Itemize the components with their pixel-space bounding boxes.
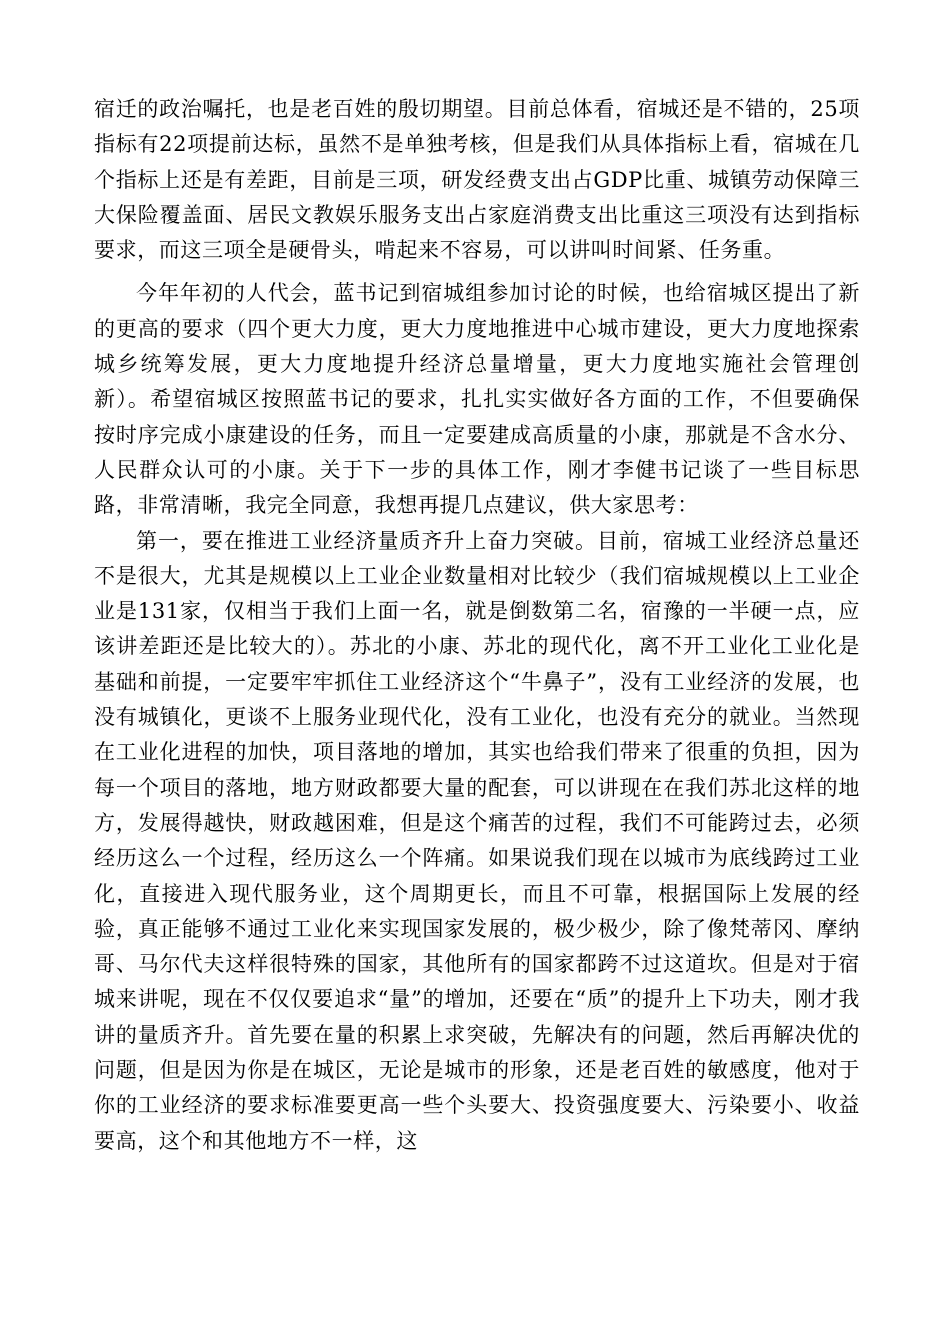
paragraph-industrial-economy: 第一，要在推进工业经济量质齐升上奋力突破。目前，宿城工业经济总量还不是很大，尤其是规模以上工业企业数量相对比较少（我们宿城规模以上工业企业是131家，仅相当于我们上面一名，就是倒数第二名，宿豫的一半硬一点，应该讲差距还是比较大的）。苏北的小康、苏北的现代化，离不开工业化工业化是基础和前提，一定要牢牢抓住工业经济这个“牛鼻子”，没有工业经济的发展，也没有城镇化，更谈不上服务业现代化，没有工业化，也没有充分的就业。当然现在工业化进程的加快，项目落地的增加，其实也给我们带来了很重的负担，因为每一个项目的落地，地方财政都要大量的配套，可以讲现在在我们苏北这样的地方，发展得越快，财政越困难，但是这个痛苦的过程，我们不可能跨过去，必须经历这么一个过程，经历这么一个阵痛。如果说我们现在以城市为底线跨过工业化，直接进入现代服务业，这个周期更长，而且不可靠，根据国际上发展的经验，真正能够不通过工业化来实现国家发展的，极少极少，除了像梵蒂冈、摩纳哥、马尔代夫这样很特殊的国家，其他所有的国家都跨不过这道坎。但是对于宿城来讲呢，现在不仅仅要追求“量”的增加，还要在“质”的提升上下功夫，刚才我讲的量质齐升。首先要在量的积累上求突破，先解决有的问题，然后再解决优的问题，但是因为你是在城区，无论是城市的形象，还是老百姓的敏感度，他对于你的工业经济的要求标准要更高一些个头要大、投资强度要大、污染要小、收益要高，这个和其他地方不一样，这 xyxy=(94,528,860,1153)
paragraph-continued: 宿迁的政治嘱托，也是老百姓的殷切期望。目前总体看，宿城还是不错的，25项指标有22项提前达标，虽然不是单独考核，但是我们从具体指标上看，宿城在几个指标上还是有差距，目前是三项，研发经费支出占GDP比重、城镇劳动保障三大保险覆盖面、居民文教娱乐服务支出占家庭消费支出比重这三项没有达到指标要求，而这三项全是硬骨头，啃起来不容易，可以讲叫时间紧、任务重。 xyxy=(94,97,860,263)
document-body xyxy=(94,92,860,1159)
paragraph-people-congress: 今年年初的人代会，蓝书记到宿城组参加讨论的时候，也给宿城区提出了新的更高的要求（四个更大力度，更大力度地推进中心城市建设，更大力度地探索城乡统筹发展，更大力度地提升经济总量增量，更大力度地实施社会管理创新）。希望宿城区按照蓝书记的要求，扎扎实实做好各方面的工作，不但要确保按时序完成小康建设的任务，而且一定要建成高质量的小康，那就是不含水分、人民群众认可的小康。关于下一步的具体工作，刚才李健书记谈了一些目标思路，非常清晰，我完全同意，我想再提几点建议，供大家思考： xyxy=(94,281,860,518)
